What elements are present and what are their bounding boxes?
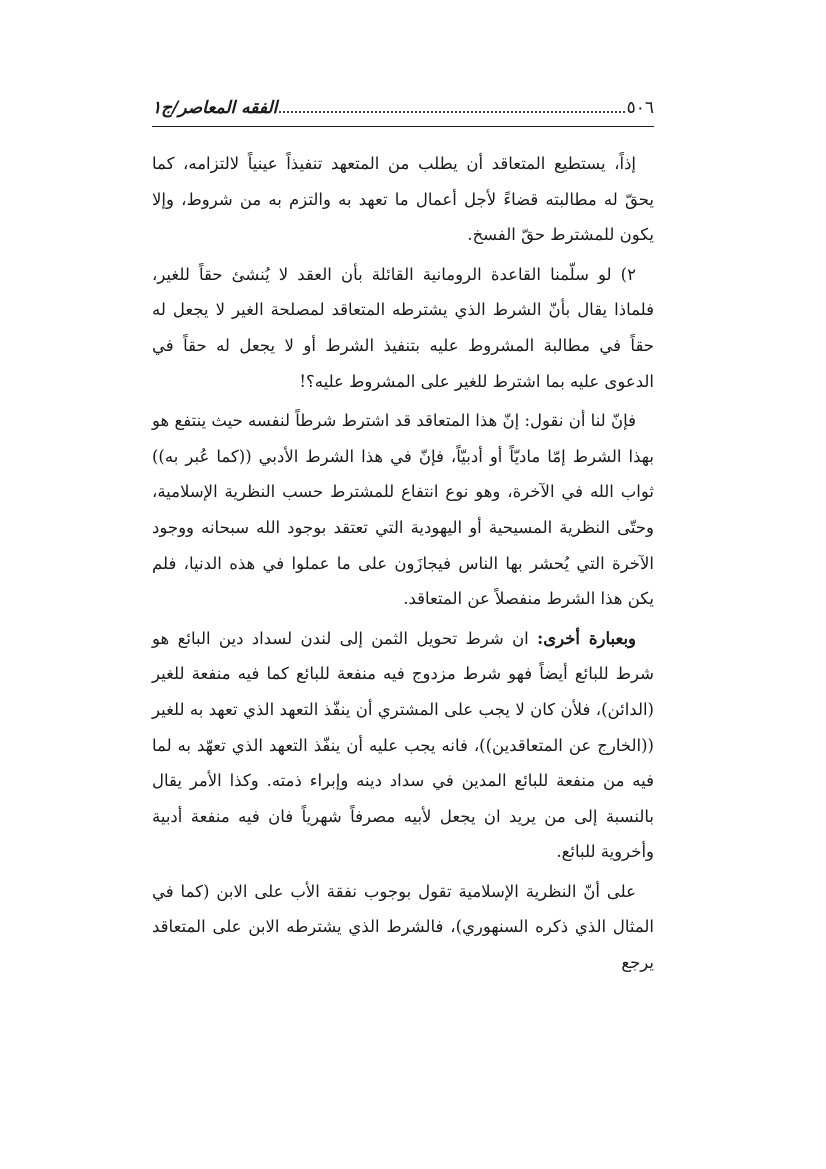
- paragraph-2: [152, 257, 654, 399]
- paragraph-1: [152, 146, 654, 253]
- header-leader-dots: [279, 110, 624, 113]
- paragraph-1-text: إذاً، يستطيع المتعاقد أن يطلب من المتعهد تنفيذاً عينياً لالتزامه، كما يحقّ له مطالبته قضاءً لأجل أعمال ما تعهد به والتزم به من شروط، وإلا يكون للمشترط حقّ الفسخ.: [152, 154, 654, 245]
- paragraph-3: [152, 403, 654, 617]
- paragraph-4: [152, 621, 654, 870]
- page-number: ٥٠٦: [626, 98, 654, 118]
- body-text: [152, 146, 654, 985]
- paragraph-5-text: على أنّ النظرية الإسلامية تقول بوجوب نفقة الأب على الابن (كما في المثال الذي ذكره السنهوري)، فالشرط الذي يشترطه الابن على المتعاقد يرجع: [152, 881, 654, 973]
- paragraph-2-text: ٢) لو سلّمنا القاعدة الرومانية القائلة بأن العقد لا يُنشئ حقاً للغير، فلماذا يقال بأنّ الشرط الذي يشترطه المتعاقد لمصلحة الغير لا يجعل له حقاً في مطالبة المشروط عليه بتنفيذ الشرط أو لا يجعل له حقاً في الدعوى عليه بما اشترط للغير على المشروط عليه؟!: [152, 264, 654, 391]
- paragraph-4-text: ان شرط تحويل الثمن إلى لندن لسداد دين البائع هو شرط للبائع أيضاً فهو شرط مزدوج فيه منفعة للبائع كما فيه منفعة للغير (الدائن)، فلأن كان لا يجب على المشتري أن ينفّذ التعهد الذي تعهد به للغير ((الخارج عن المتعاقدين))، فانه يجب عليه أن ينفّذ التعهد الذي تعهّد به لما فيه من منفعة للبائع المدين في سداد دينه وإبراء ذمته. وكذا الأمر يقال بالنسبة إلى من يريد ان يجعل لأبيه مصرفاً شهرياً فان فيه منفعة أدبية وأخروية للبائع.: [152, 628, 654, 862]
- paragraph-5: [152, 874, 654, 981]
- paragraph-3-text: فإنّ لنا أن نقول: إنّ هذا المتعاقد قد اشترط شرطاً لنفسه حيث ينتفع هو بهذا الشرط إمّا ماديّاً أو أدبيّاً، فإنّ في هذا الشرط الأدبي ((كما عُبر به)) ثواب الله في الآخرة، وهو نوع انتفاع للمشترط حسب النظرية الإسلامية، وحتّى النظرية المسيحية أو اليهودية التي تعتقد بوجود الله سبحانه ووجود الآخرة التي يُحشر بها الناس فيجازَون على ما عملوا في هذه الدنيا، فلم يكن هذا الشرط منفصلاً عن المتعاقد.: [152, 411, 654, 609]
- paragraph-4-lead: وبعبارة أخرى:: [537, 628, 637, 648]
- running-header: [152, 88, 654, 122]
- header-title: الفقه المعاصر/ج١: [152, 98, 278, 118]
- header-rule: [152, 126, 654, 127]
